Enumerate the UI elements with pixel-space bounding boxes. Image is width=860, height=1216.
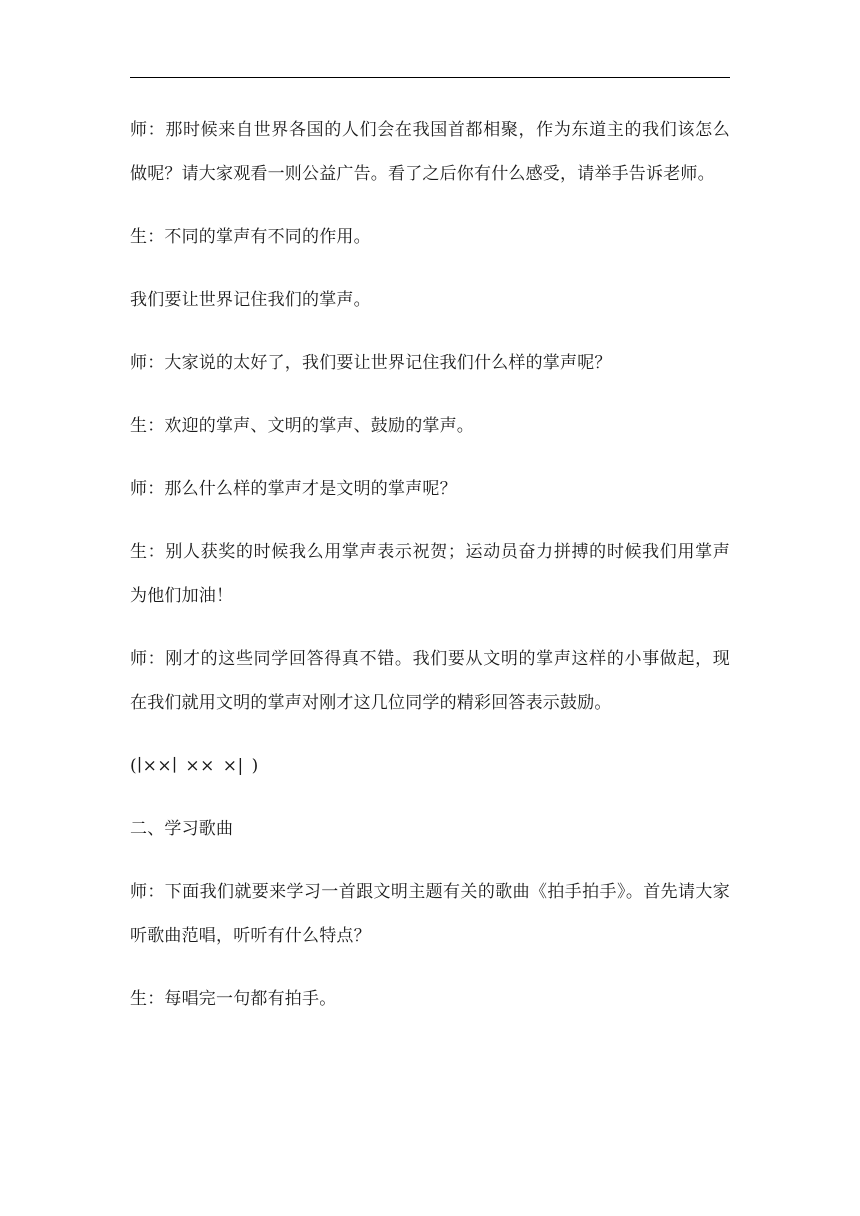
- section-heading: 二、学习歌曲: [130, 819, 234, 839]
- document-body: [130, 108, 730, 1040]
- rhythm-notation: (∣××∣ ×× ×| ): [130, 756, 259, 776]
- paragraph-student-answer: 生：欢迎的掌声、文明的掌声、鼓励的掌声。: [130, 416, 474, 436]
- paragraph-student-clap: 生：每唱完一句都有拍手。: [130, 989, 337, 1009]
- header-rule: [130, 77, 730, 78]
- paragraph-teacher-praise: 师：刚才的这些同学回答得真不错。我们要从文明的掌声这样的小事做起，现在我们就用文明的掌声对刚才这几位同学的精彩回答表示鼓励。: [130, 649, 730, 713]
- paragraph-teacher-intro: 师：那时候来自世界各国的人们会在我国首都相聚，作为东道主的我们该怎么做呢？请大家观看一则公益广告。看了之后你有什么感受，请举手告诉老师。: [130, 120, 730, 184]
- paragraph-student-examples: 生：别人获奖的时候我么用掌声表示祝贺；运动员奋力拼搏的时候我们用掌声为他们加油！: [130, 542, 730, 606]
- paragraph-teacher-song: 师：下面我们就要来学习一首跟文明主题有关的歌曲《拍手拍手》。首先请大家听歌曲范唱，听听有什么特点？: [130, 882, 730, 946]
- paragraph-teacher-question: 师：大家说的太好了，我们要让世界记住我们什么样的掌声呢？: [130, 353, 612, 373]
- paragraph-remember-applause: 我们要让世界记住我们的掌声。: [130, 290, 371, 310]
- paragraph-student-applause-roles: 生：不同的掌声有不同的作用。: [130, 227, 371, 247]
- paragraph-teacher-civilized: 师：那么什么样的掌声才是文明的掌声呢？: [130, 479, 457, 499]
